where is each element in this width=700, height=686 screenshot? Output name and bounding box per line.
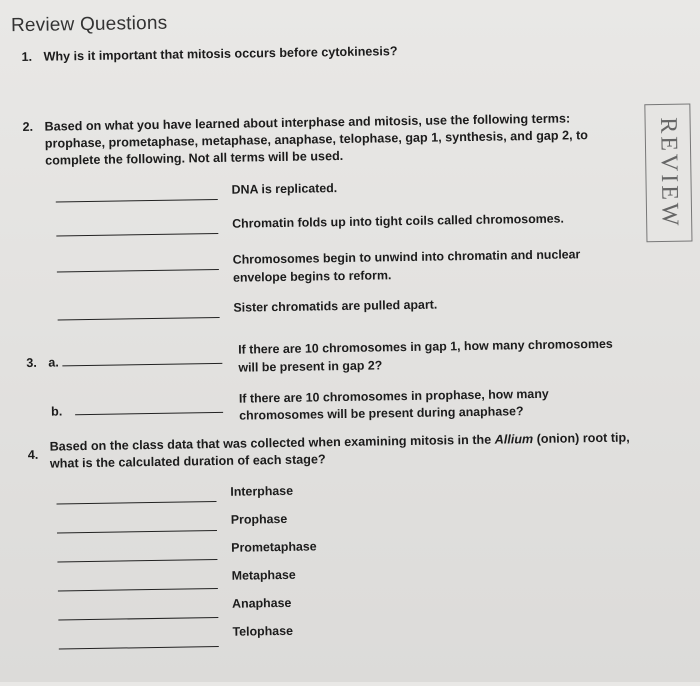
- q4-line1-post: (onion) root tip,: [533, 430, 630, 447]
- q4-stage-anaphase: Anaphase: [232, 595, 292, 611]
- q3b-blank[interactable]: [75, 412, 223, 415]
- q1-number: 1.: [21, 49, 33, 65]
- q4-blank-prometaphase[interactable]: [57, 559, 217, 563]
- q4-blank-anaphase[interactable]: [58, 617, 218, 621]
- q2-blank-2[interactable]: [56, 233, 218, 237]
- q3b-label: b.: [50, 404, 63, 419]
- q2-line1: Based on what you have learned about interphase and mitosis, use the following terms:: [44, 111, 571, 134]
- q4-blank-telophase[interactable]: [59, 646, 219, 650]
- q3a-line1: If there are 10 chromosomes in gap 1, how many chromosomes: [238, 336, 613, 357]
- q2-item-3-line1: Chromosomes begin to unwind into chromatin and nuclear: [232, 247, 581, 267]
- q4-line1-pre: Based on the class data that was collected when examining mitosis in the: [49, 432, 495, 454]
- q4-blank-metaphase[interactable]: [58, 588, 218, 592]
- q4-number: 4.: [27, 447, 39, 462]
- q2-item-1: DNA is replicated.: [231, 181, 338, 197]
- page-title: Review Questions: [10, 12, 168, 37]
- q4-stage-prometaphase: Prometaphase: [231, 539, 317, 555]
- q3a-line2: will be present in gap 2?: [238, 358, 383, 375]
- q4-line2: what is the calculated duration of each stage?: [49, 452, 326, 471]
- q1-text: Why is it important that mitosis occurs before cytokinesis?: [43, 44, 398, 64]
- q2-line2: prophase, prometaphase, metaphase, anaphase, telophase, gap 1, synthesis, and gap 2, to: [44, 128, 589, 151]
- q3a-label: a.: [48, 355, 59, 370]
- q4-line1-species: Allium: [494, 432, 534, 447]
- q4-stage-prophase: Prophase: [230, 511, 288, 527]
- q3b-line1: If there are 10 chromosomes in prophase, how many: [238, 386, 549, 406]
- q4-blank-prophase[interactable]: [57, 530, 217, 534]
- q2-line3: complete the following. Not all terms will be used.: [45, 148, 344, 168]
- q3a-blank[interactable]: [62, 363, 222, 367]
- q2-item-3-line2: envelope begins to reform.: [232, 268, 392, 285]
- q2-item-4: Sister chromatids are pulled apart.: [233, 297, 438, 315]
- q2-blank-3[interactable]: [57, 269, 219, 273]
- review-side-label: REVIEW: [655, 117, 683, 229]
- q2-item-2: Chromatin folds up into tight coils called chromosomes.: [232, 211, 565, 231]
- q4-stage-metaphase: Metaphase: [231, 567, 296, 583]
- q4-blank-interphase[interactable]: [57, 501, 217, 505]
- q2-blank-4[interactable]: [58, 317, 220, 321]
- q4-stage-interphase: Interphase: [230, 483, 294, 499]
- q3-number: 3.: [26, 355, 37, 370]
- q2-number: 2.: [22, 119, 34, 135]
- q4-line1: [50, 431, 630, 455]
- q4-stage-telophase: Telophase: [232, 623, 294, 639]
- review-side-tab: [644, 104, 692, 243]
- q3b-line2: chromosomes will be present during anaphase?: [239, 404, 524, 423]
- q2-blank-1[interactable]: [56, 199, 218, 203]
